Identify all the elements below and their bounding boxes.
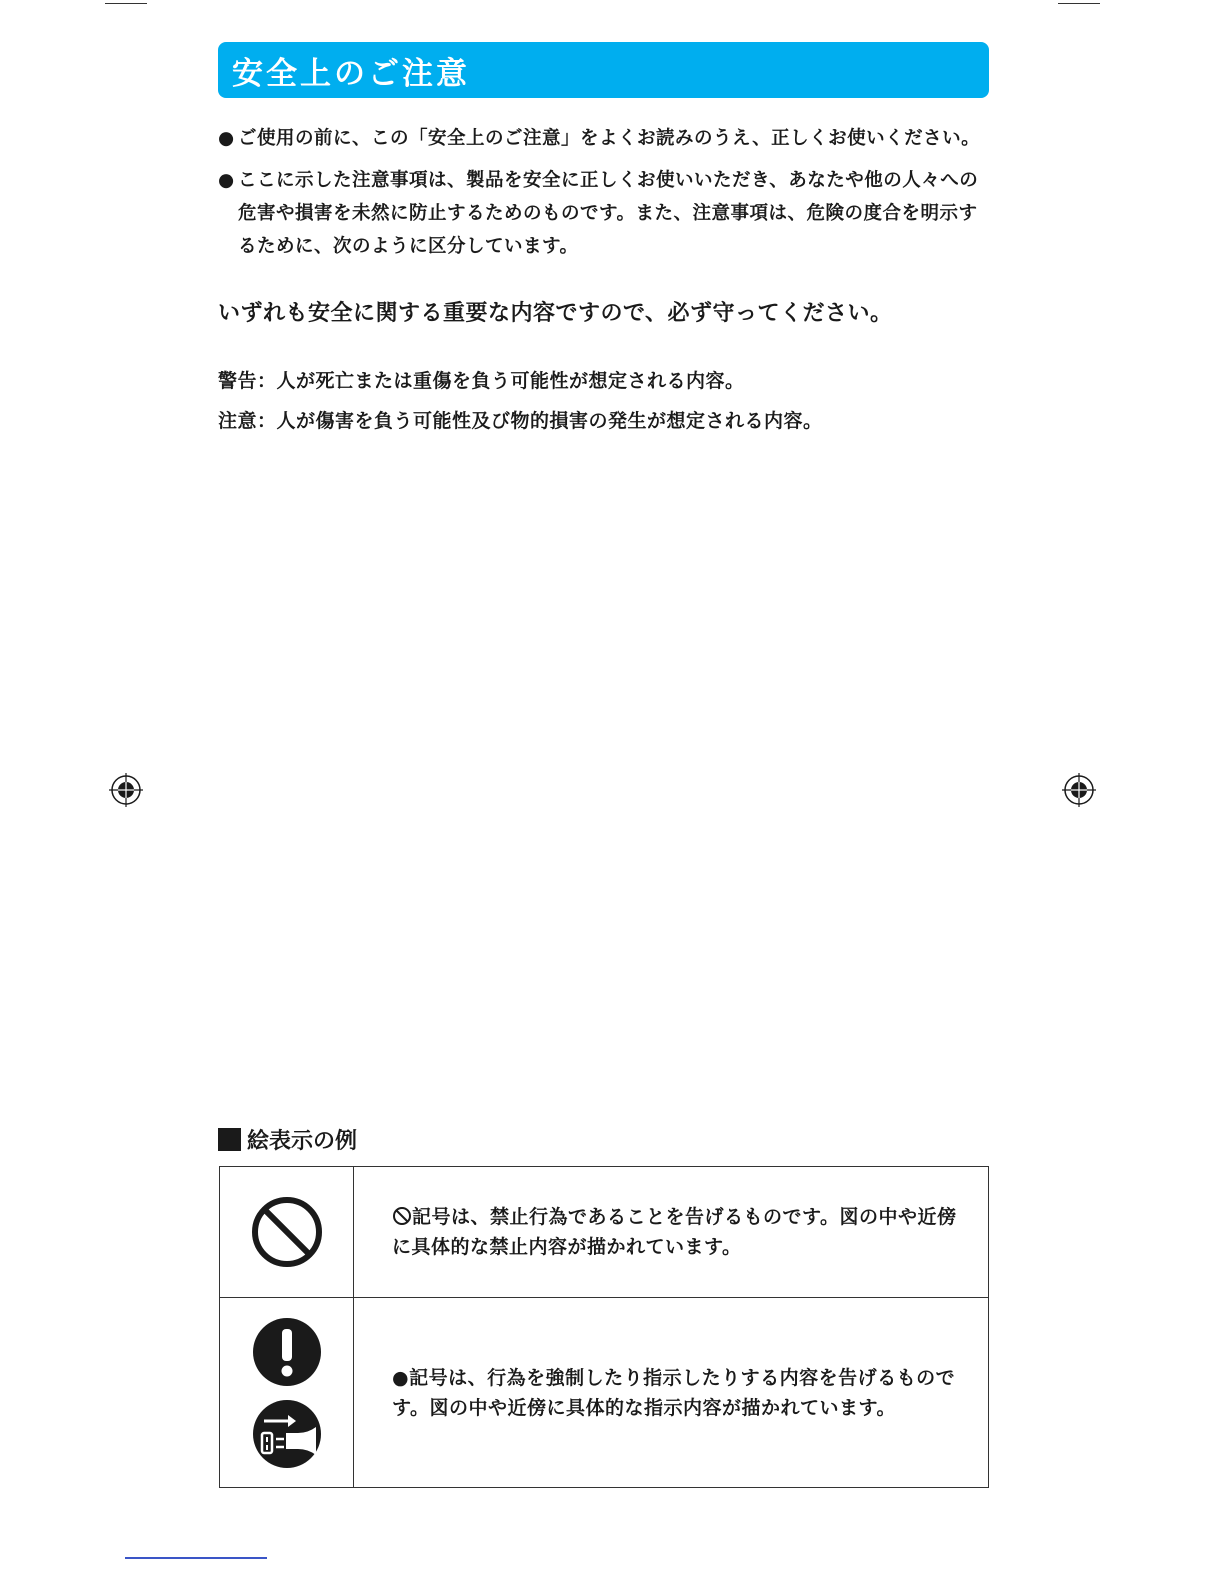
table-row <box>220 1298 988 1487</box>
definition-caution <box>218 406 993 433</box>
crop-mark-top-left <box>105 3 147 4</box>
bullet-text: ご使用の前に、この「安全上のご注意」をよくお読みのうえ、正しくお使いください。 <box>238 128 981 149</box>
section-heading-text: 絵表示の例 <box>247 1129 358 1154</box>
prohibition-description: 記号は、禁止行為であることを告げるものです。図の中や近傍に具体的な禁止内容が描かれています。 <box>392 1206 957 1258</box>
title-banner <box>218 42 989 98</box>
mandatory-description: 記号は、行為を強制したり指示したりする内容を告げるものです。図の中や近傍に具体的な指示内容が描かれています。 <box>392 1366 956 1419</box>
bullet-item <box>218 122 993 155</box>
description-cell <box>354 1298 988 1487</box>
prohibition-icon <box>251 1196 323 1268</box>
warning-label: 警告： <box>218 370 277 392</box>
footer-rule <box>125 1557 267 1559</box>
caution-text: 人が傷害を負う可能性及び物的損害の発生が想定される内容。 <box>276 410 823 432</box>
mandatory-icon <box>252 1317 322 1387</box>
bullet-dot: ● <box>218 170 235 191</box>
unplug-icon <box>252 1399 322 1469</box>
prohibition-small-icon <box>392 1206 412 1226</box>
page-title: 安全上のご注意 <box>232 55 470 92</box>
square-bullet-icon <box>218 1128 241 1151</box>
icon-cell <box>220 1167 354 1297</box>
mandatory-mark: ● <box>392 1366 410 1389</box>
crop-mark-top-right <box>1058 3 1100 4</box>
registration-mark-right-icon <box>1062 773 1096 807</box>
section-heading <box>218 1124 357 1155</box>
icon-cell <box>220 1298 354 1487</box>
bullet-text: ここに示した注意事項は、製品を安全に正しくお使いいただき、あなたや他の人々への危害や損害を未然に防止するためのものです。また、注意事項は、危険の度合を明示するために、次のように区分しています。 <box>238 170 979 257</box>
symbol-table <box>219 1166 989 1488</box>
caution-label: 注意： <box>218 410 277 432</box>
description-cell <box>354 1167 988 1297</box>
warning-text: 人が死亡または重傷を負う可能性が想定される内容。 <box>276 370 745 392</box>
important-note: いずれも安全に関する重要な内容ですので、必ず守ってください。 <box>218 301 893 326</box>
bullet-item <box>218 164 993 263</box>
registration-mark-left-icon <box>109 773 143 807</box>
table-row <box>220 1167 988 1298</box>
definition-warning <box>218 366 993 393</box>
bullet-dot: ● <box>218 128 235 149</box>
